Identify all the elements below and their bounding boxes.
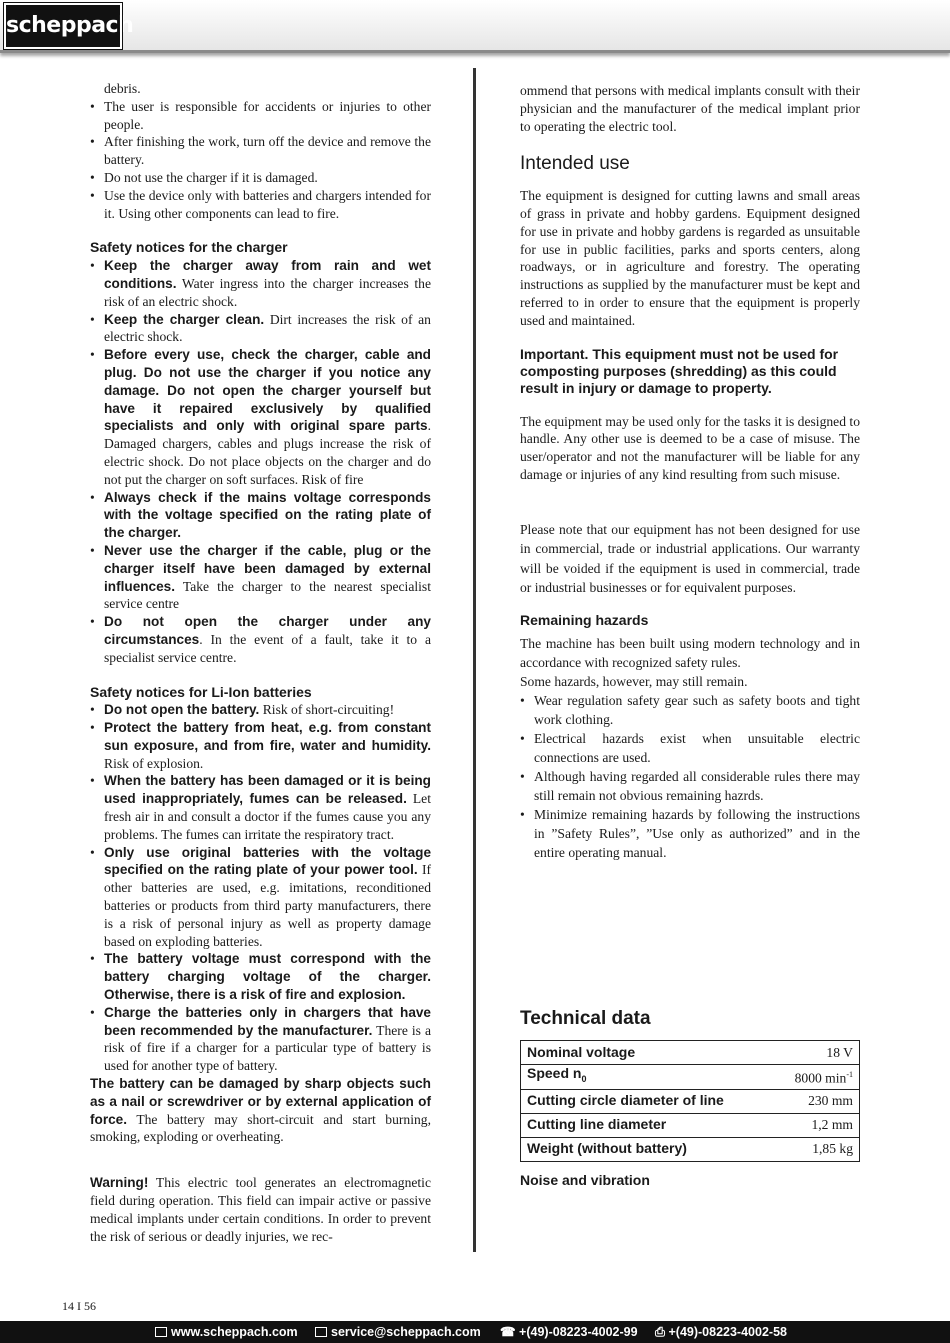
list-item: • Keep the charger clean. Dirt increases the risk of an electric shock. xyxy=(90,311,431,347)
important-notice: Important. This equipment must not be used for composting purposes (shredding) as this could result in injury or damage to property. xyxy=(520,345,839,396)
table-row xyxy=(521,1040,860,1064)
continued-text: debris. xyxy=(104,81,141,96)
mail-icon xyxy=(315,1327,327,1337)
header-bar xyxy=(0,0,950,53)
intro-bullet-list xyxy=(90,98,431,223)
list-item: • Charge the batteries only in chargers that have been recommended by the manufacturer. There is a risk of fire if a charger for a particular type of battery is used for another type of battery. xyxy=(90,1004,431,1075)
table-cell-value: 1,2 mm xyxy=(774,1113,860,1137)
list-item: • Only use original batteries with the voltage specified on the rating plate of your power tool. If other batteries are used, e.g. imitations, reconditioned batteries or products from third party manufacturers, there is a risk of personal injury as well as property damage based on exploding batteries. xyxy=(90,844,431,951)
footer-website[interactable]: www.scheppach.com xyxy=(155,1321,298,1343)
list-item: • Electrical hazards exist when unsuitable electric connections are used. xyxy=(520,729,860,767)
fax-icon: ⎙ xyxy=(655,1325,669,1339)
left-column xyxy=(90,80,431,1245)
table-cell-key: Weight (without battery) xyxy=(521,1137,774,1161)
technical-data-heading: Technical data xyxy=(520,1008,651,1030)
footer-bar xyxy=(0,1321,950,1343)
list-item: • Do not open the battery. Risk of short-circuiting! xyxy=(90,701,431,719)
warning-paragraph: Warning! This electric tool generates an electromagnetic field during operation. This field can impair active or passive medical implants under certain conditions. In order to prevent the risk of serious or deadly injuries, we rec- xyxy=(90,1175,431,1244)
list-item: • After finishing the work, turn off the device and remove the battery. xyxy=(90,133,431,169)
table-cell-key: Nominal voltage xyxy=(521,1040,774,1064)
intended-use-heading: Intended use xyxy=(520,153,630,175)
computer-icon xyxy=(155,1327,167,1337)
list-item: • Minimize remaining hazards by following the instructions in ”Safety Rules”, ”Use only as authorized” and in the entire operating manual. xyxy=(520,805,860,862)
remaining-hazards-title: Remaining hazards xyxy=(520,612,649,629)
list-item: • Use the device only with batteries and chargers intended for it. Using other components can lead to fire. xyxy=(90,187,431,223)
continued-text: ommend that persons with medical implants consult with their physician and the manufacturer of the medical implant prior to operating the electric tool. xyxy=(520,83,860,134)
intended-use-paragraph: The equipment is designed for cutting lawns and small areas of grass in private and hobby gardens. Equipment designed for use in private and hobby gardens is regarded as unsuitable for use in public facilities, parks and sports centers, along roadways, or in agriculture and forestry. The operating instructions as supplied by the manufacturer must be kept and referred to in order to ensure that the equipment is properly used and maintained. xyxy=(520,188,860,328)
list-item: • Wear regulation safety gear such as safety boots and tight work clothing. xyxy=(520,691,860,729)
hazards-paragraph: The machine has been built using modern technology and in accordance with recognized safety rules. xyxy=(520,636,860,671)
table-cell-value: 1,85 kg xyxy=(774,1137,860,1161)
hazards-paragraph: Some hazards, however, may still remain. xyxy=(520,674,748,690)
charger-section-title: Safety notices for the charger xyxy=(90,239,288,256)
list-item: • When the battery has been damaged or it is being used inappropriately, fumes can be released. Let fresh air in and consult a doctor if the fumes cause you any problems. The fumes can irritate the respiratory tract. xyxy=(90,772,431,843)
technical-data-table xyxy=(520,1040,860,1162)
list-item: • Keep the charger away from rain and wet conditions. Water ingress into the charger increases the risk of an electric shock. xyxy=(90,257,431,310)
sharp-objects-notice: The battery can be damaged by sharp objects such as a nail or screwdriver or by external application of force. The battery may short-circuit and start burning, smoking, exploding or overheating. xyxy=(90,1076,431,1145)
list-item: • Do not use the charger if it is damaged. xyxy=(90,169,431,187)
table-row xyxy=(521,1064,860,1089)
table-cell-key: Cutting line diameter xyxy=(521,1113,774,1137)
footer-email[interactable]: service@scheppach.com xyxy=(315,1321,481,1343)
list-item: • Before every use, check the charger, cable and plug. Do not use the charger if you notice any damage. Do not open the charger yourself but have it repaired exclusively by qualified specialists and only with original spare parts. Damaged chargers, cables and plugs increase the risk of electric shock. Do not place objects on the charger and do not put the charger on soft surfaces. Risk of fire xyxy=(90,346,431,488)
list-item: • Although having regarded all considerable rules there may still remain not obvious remaining hazrds. xyxy=(520,767,860,805)
footer-fax: ⎙ +(49)-08223-4002-58 xyxy=(655,1325,787,1339)
hazards-bullet-list xyxy=(520,691,860,862)
list-item: • Always check if the mains voltage corresponds with the voltage specified on the rating plate of the charger. xyxy=(90,489,431,542)
table-cell-value: 18 V xyxy=(774,1040,860,1064)
list-item: • Do not open the charger under any circumstances. In the event of a fault, take it to a specialist service centre. xyxy=(90,613,431,666)
commercial-use-paragraph: Please note that our equipment has not been designed for use in commercial, trade or industrial applications. Our warranty will be voided if the equipment is used in commercial, trade or industrial businesses or for equivalent purposes. xyxy=(520,521,860,595)
liion-notice-list xyxy=(90,701,431,1075)
list-item: • The battery voltage must correspond with the battery charging voltage of the charger. Otherwise, there is a risk of fire and explosion. xyxy=(90,950,431,1003)
scheppach-logo: scheppach xyxy=(4,3,122,49)
phone-icon: ☎ xyxy=(500,1325,520,1339)
list-item: • The user is responsible for accidents or injuries to other people. xyxy=(90,98,431,134)
table-cell-value: 8000 $\min^{-1}$ xyxy=(774,1064,860,1089)
right-column xyxy=(520,82,860,1189)
liion-section-title: Safety notices for Li-Ion batteries xyxy=(90,683,312,700)
page-number: 14 I 56 xyxy=(62,1299,96,1313)
table-cell-key: Speed $n_0$ xyxy=(521,1064,774,1089)
footer-phone: ☎ +(49)-08223-4002-99 xyxy=(500,1325,638,1339)
charger-notice-list xyxy=(90,257,431,666)
table-row xyxy=(521,1089,860,1113)
misuse-paragraph: The equipment may be used only for the tasks it is designed to handle. Any other use is deemed to be a case of misuse. The user/operator and not the manufacturer will be liable for any damage or injuries of any kind resulting from such misuse. xyxy=(520,413,860,482)
table-row xyxy=(521,1137,860,1161)
table-cell-key: Cutting circle diameter of line xyxy=(521,1089,774,1113)
list-item: • Protect the battery from heat, e.g. from constant sun exposure, and from fire, water and humidity. Risk of explosion. xyxy=(90,719,431,772)
list-item: • Never use the charger if the cable, plug or the charger itself have been damaged by external influences. Take the charger to the nearest specialist service centre xyxy=(90,542,431,613)
table-row xyxy=(521,1113,860,1137)
noise-vibration-title: Noise and vibration xyxy=(520,1171,650,1188)
column-divider xyxy=(473,68,476,1252)
table-cell-value: 230 mm xyxy=(774,1089,860,1113)
